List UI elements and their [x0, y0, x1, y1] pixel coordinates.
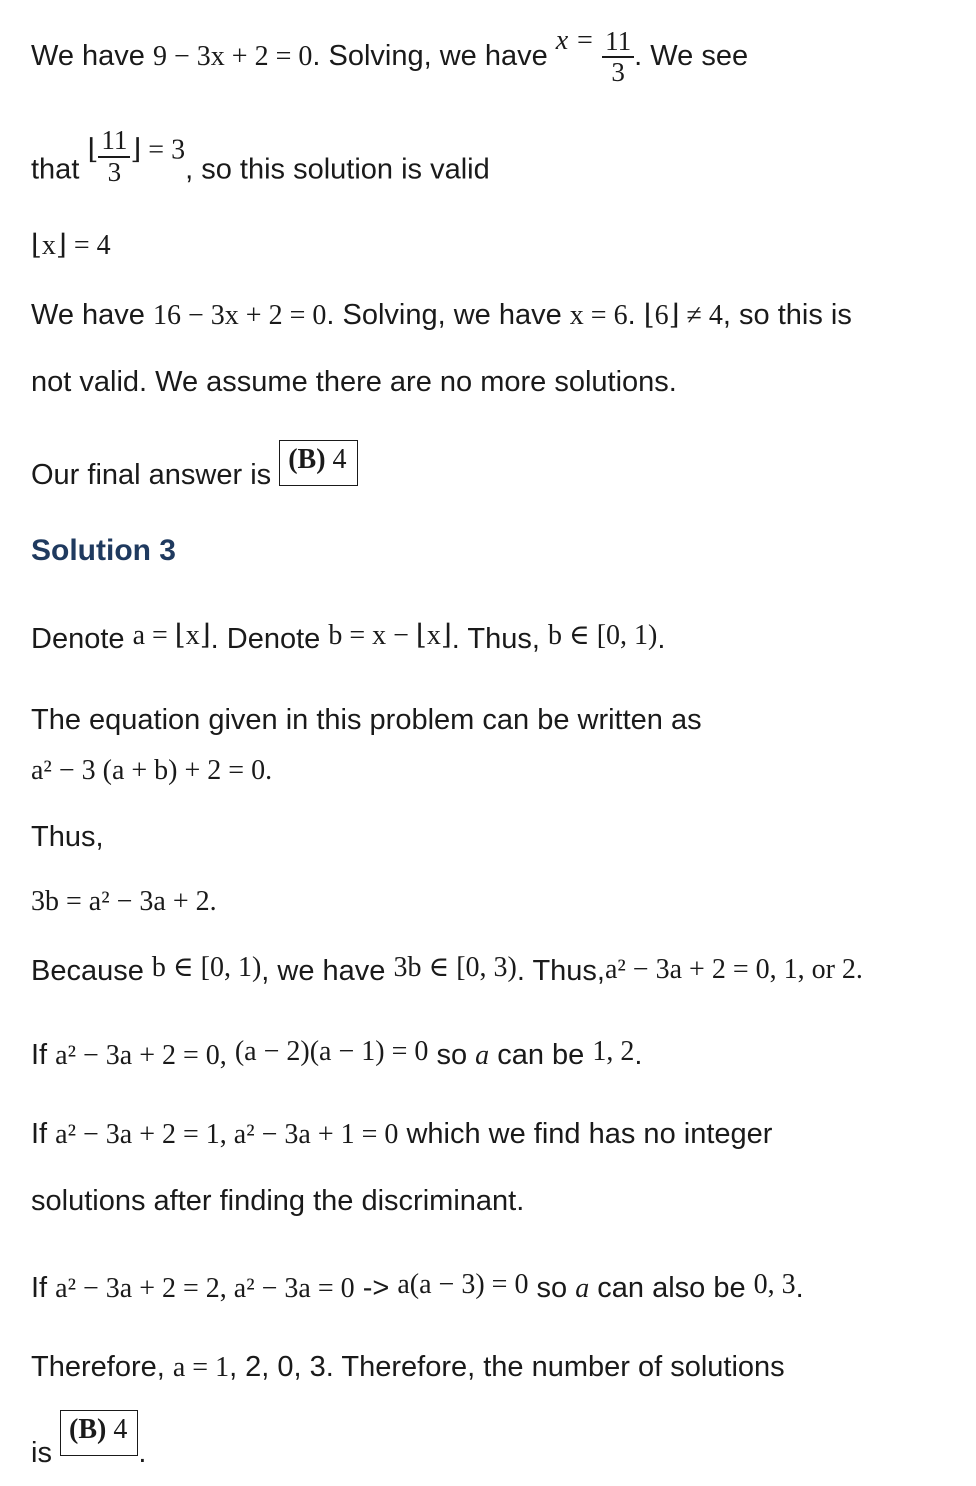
text: Therefore, [31, 1351, 173, 1383]
answer-box [60, 1410, 138, 1456]
fraction-denominator: 3 [611, 57, 625, 88]
text-line-10 [31, 820, 104, 855]
text-line-4 [31, 298, 852, 333]
text: . We see [634, 40, 749, 72]
math-expression: 1, 2 [592, 1036, 635, 1067]
text: can be [489, 1039, 593, 1071]
math-variable: a [475, 1040, 490, 1071]
math-expression: a² − 3a + 2 = 0, [55, 1040, 227, 1071]
math-expression: a = ⌊x⌋ [132, 620, 211, 651]
text: . Solving, we have [326, 299, 570, 331]
text-line-8 [31, 703, 702, 738]
math-variable: a [575, 1273, 590, 1304]
heading-text: Solution 3 [31, 534, 176, 567]
text: , 2, 0, 3. Therefore, the number of solutions [229, 1351, 785, 1383]
math-expression: 3b = a² − 3a + 2. [31, 886, 217, 917]
text: which we find has no integer [398, 1118, 773, 1150]
math-expression: a² − 3a + 2 = 1, a² − 3a + 1 = 0 [55, 1119, 399, 1150]
text: . Solving, we have [312, 40, 556, 72]
text: so [428, 1039, 476, 1071]
text-line-2 [31, 126, 490, 187]
math-line-3b [31, 885, 217, 919]
math-line-floor-x [31, 229, 111, 263]
text: , we have [261, 955, 394, 987]
floor-open: ⌊ [87, 134, 99, 166]
text: If [31, 1118, 56, 1150]
text: . [627, 299, 644, 331]
fraction-numerator: 11 [602, 27, 634, 59]
text: If [31, 1039, 56, 1071]
text: Denote [31, 623, 133, 655]
text: that [31, 153, 88, 186]
math-expression: 0, 3 [753, 1269, 796, 1300]
math-line-equation [31, 754, 272, 788]
text: . [657, 623, 666, 655]
math-expression: ⌋ = 3 [130, 134, 186, 166]
text: . Thus, [516, 955, 605, 987]
text-line-14 [31, 1117, 772, 1152]
text: We have [31, 40, 153, 72]
math-expression: b ∈ [0, 1) [547, 620, 658, 651]
fraction-numerator: 11 [98, 126, 130, 158]
math-expression: 3b ∈ [0, 3) [393, 952, 517, 983]
text-line-12 [31, 951, 863, 989]
text-line-1 [31, 24, 748, 88]
answer-value: 4 [332, 444, 347, 475]
text: can also be [589, 1272, 754, 1304]
text: If [31, 1272, 56, 1304]
math-expression: x = [555, 25, 595, 56]
text: Thus, [31, 821, 104, 853]
fraction [602, 27, 634, 88]
math-equation: 9 − 3x + 2 = 0 [152, 41, 313, 72]
answer-box [279, 440, 357, 486]
text [227, 1039, 235, 1071]
text: . [138, 1437, 147, 1469]
text: We have [31, 299, 153, 331]
math-expression: a = 1 [172, 1352, 230, 1383]
text: -> [354, 1272, 398, 1304]
text: . [634, 1039, 643, 1071]
fraction-denominator: 3 [107, 156, 122, 187]
answer-choice: (B) [69, 1414, 107, 1445]
text: Because [31, 955, 152, 987]
text-line-13 [31, 1035, 642, 1073]
math-expression: b ∈ [0, 1) [151, 952, 262, 983]
math-expression: ⌊x⌋ = 4 [31, 230, 111, 261]
math-expression: b = x − ⌊x⌋ [328, 620, 452, 651]
text-line-15 [31, 1184, 524, 1219]
math-expression: a(a − 3) = 0 [397, 1269, 529, 1300]
math-expression: (a − 2)(a − 1) = 0 [234, 1036, 429, 1067]
math-expression: a² − 3 (a + b) + 2 = 0. [31, 755, 273, 786]
final-answer-line-2 [31, 1410, 146, 1471]
text: Our final answer is [31, 459, 280, 491]
math-expression: a² − 3a + 2 = 2, a² − 3a = 0 [55, 1273, 355, 1304]
text: , so this is [722, 299, 852, 331]
text-line-5 [31, 365, 677, 400]
text-line-17 [31, 1350, 785, 1385]
text: so [528, 1272, 576, 1304]
final-answer-line [31, 440, 358, 493]
text: . Thus, [451, 623, 548, 655]
text: not valid. We assume there are no more solutions. [31, 366, 677, 398]
text: . [795, 1272, 804, 1304]
text: The equation given in this problem can be written as [31, 704, 702, 736]
answer-value: 4 [113, 1414, 128, 1445]
math-equation: 16 − 3x + 2 = 0 [152, 300, 327, 331]
math-expression: a² − 3a + 2 = 0, 1, or 2. [604, 954, 863, 985]
text-line-16 [31, 1268, 804, 1306]
math-expression: x = 6 [569, 300, 628, 331]
answer-choice: (B) [288, 444, 326, 475]
text: . Denote [210, 623, 329, 655]
text-line-7 [31, 619, 665, 657]
text: , so this solution is valid [185, 153, 490, 186]
text: is [31, 1437, 60, 1469]
math-expression: ⌊6⌋ ≠ 4 [643, 300, 723, 331]
section-heading [31, 533, 176, 569]
text: solutions after finding the discriminant. [31, 1185, 525, 1217]
fraction [98, 126, 130, 187]
